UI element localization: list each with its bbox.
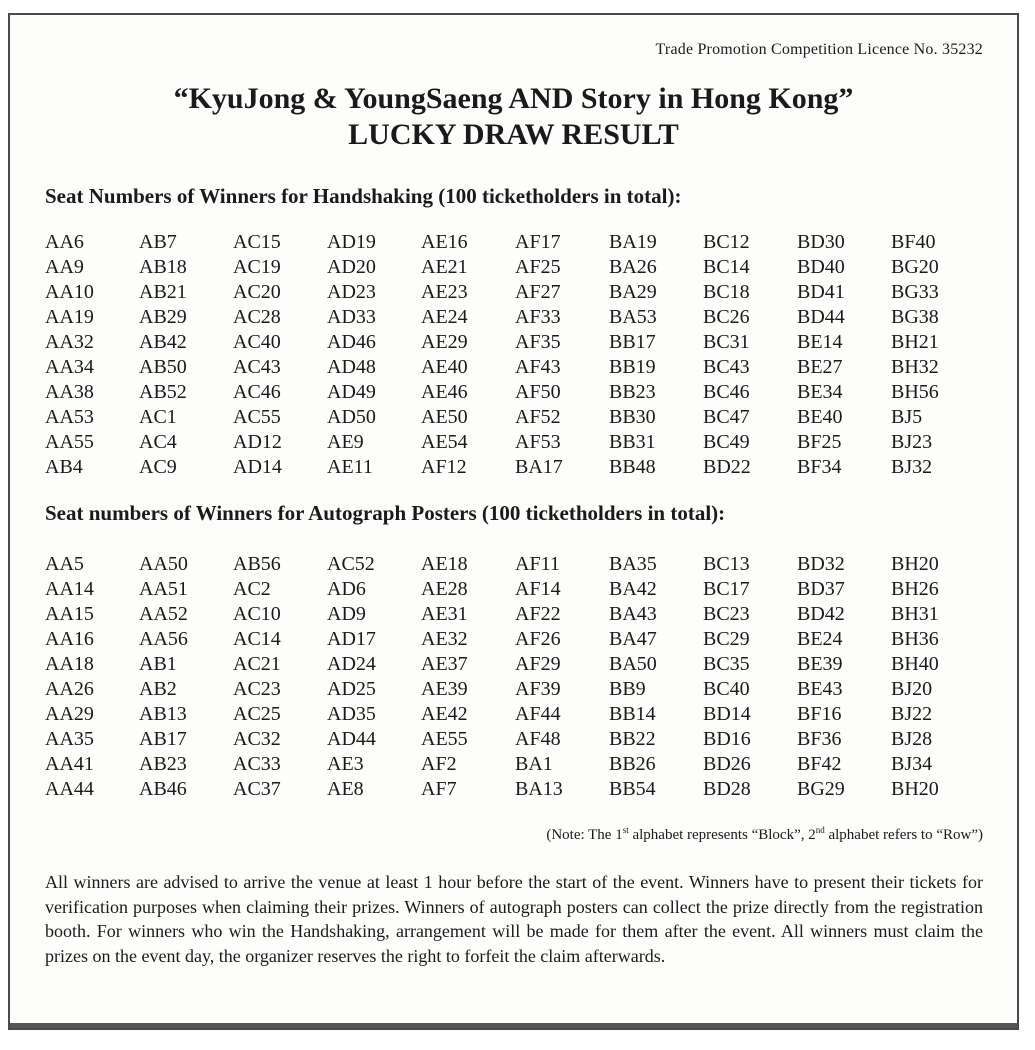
handshaking-seat-number: AD46 (327, 331, 376, 353)
handshaking-seat-number: AB42 (139, 331, 187, 353)
autograph-seat-number: BA42 (609, 578, 657, 600)
autograph-seat-number: BA43 (609, 603, 657, 625)
handshaking-seat-number: AC4 (139, 431, 177, 453)
autograph-seat-number: AB2 (139, 678, 177, 700)
note-text: (Note: The 1 (546, 827, 623, 843)
autograph-seat-number: BE39 (797, 653, 843, 675)
autograph-seat-number: AD24 (327, 653, 376, 675)
autograph-seat-number: AE39 (421, 678, 468, 700)
autograph-seat-number: AD44 (327, 728, 376, 750)
autograph-seat-number: BC13 (703, 553, 750, 575)
handshaking-seat-number: BE27 (797, 356, 843, 378)
autograph-seat-number: BJ22 (891, 703, 933, 725)
handshaking-seat-number: AB4 (45, 456, 83, 478)
handshaking-seat-number: AF53 (515, 431, 561, 453)
autograph-seat-number: BA47 (609, 628, 657, 650)
autograph-seat-number: BD28 (703, 778, 751, 800)
winner-instructions: All winners are advised to arrive the venue at least 1 hour before the start of the event. Winners have to present their tickets for verification purposes when claiming their prizes. Winners of autograph posters can collect the prize directly from the registration booth. For winners who win the Handshaking, arrangement will be made for them after the event. All winners must claim the prizes on the event day, the organizer reserves the right to forfeit the claim afterwards. (45, 872, 983, 966)
autograph-seat-number: BE24 (797, 628, 843, 650)
handshaking-seat-number: BC26 (703, 306, 750, 328)
handshaking-seat-number: BE14 (797, 331, 843, 353)
handshaking-seat-number: BF25 (797, 431, 842, 453)
autograph-seat-number: AC32 (233, 728, 281, 750)
autograph-seat-number: AC23 (233, 678, 281, 700)
handshaking-seat-number: BB19 (609, 356, 656, 378)
handshaking-seat-number: AA6 (45, 231, 84, 253)
handshaking-seat-number: AA19 (45, 306, 94, 328)
autograph-seat-number: BD42 (797, 603, 845, 625)
autograph-seat-number: BC29 (703, 628, 750, 650)
licence-number: Trade Promotion Competition Licence No. 35232 (655, 41, 983, 58)
autograph-seat-number: BF42 (797, 753, 842, 775)
handshaking-seat-number: BB23 (609, 381, 656, 403)
autograph-seat-number: AE8 (327, 778, 364, 800)
autograph-seat-number: BA50 (609, 653, 657, 675)
handshaking-seat-number: BJ32 (891, 456, 933, 478)
handshaking-seat-number: AE46 (421, 381, 468, 403)
handshaking-seat-number: BD40 (797, 256, 845, 278)
autograph-seat-number: AF29 (515, 653, 561, 675)
handshaking-seat-number: BD22 (703, 456, 751, 478)
handshaking-seat-number: BC18 (703, 281, 750, 303)
handshaking-seat-number: BE40 (797, 406, 843, 428)
autograph-seat-number: AE37 (421, 653, 468, 675)
autograph-seat-number: AC52 (327, 553, 375, 575)
handshaking-seat-number: BA19 (609, 231, 657, 253)
autograph-seat-number: AF7 (421, 778, 457, 800)
handshaking-seat-number: BB31 (609, 431, 656, 453)
handshaking-seat-number: AC15 (233, 231, 281, 253)
autograph-seat-number: BC17 (703, 578, 750, 600)
autograph-seat-number: BJ34 (891, 753, 933, 775)
autograph-seat-number: BA1 (515, 753, 553, 775)
autograph-seat-number: BA13 (515, 778, 563, 800)
autograph-seat-number: BB14 (609, 703, 656, 725)
autograph-seat-number: AB56 (233, 553, 281, 575)
autograph-seat-number: AD35 (327, 703, 376, 725)
handshaking-seat-number: AA38 (45, 381, 94, 403)
autograph-seat-number: BA35 (609, 553, 657, 575)
handshaking-seat-number: AF33 (515, 306, 561, 328)
handshaking-seat-number: AB18 (139, 256, 187, 278)
handshaking-seat-number: AD23 (327, 281, 376, 303)
handshaking-seat-number: BD41 (797, 281, 845, 303)
handshaking-seat-number: BF40 (891, 231, 936, 253)
autograph-seat-number: AD9 (327, 603, 366, 625)
handshaking-seat-number: AE29 (421, 331, 468, 353)
autograph-seat-number: AC21 (233, 653, 281, 675)
autograph-seat-number: AE31 (421, 603, 468, 625)
note-text: alphabet refers to “Row”) (824, 827, 983, 843)
note-superscript: st (622, 825, 629, 835)
autograph-seat-number: AF39 (515, 678, 561, 700)
autograph-seat-number: BB22 (609, 728, 656, 750)
handshaking-seat-number: AF50 (515, 381, 561, 403)
handshaking-seat-number: AF12 (421, 456, 467, 478)
autograph-seat-number: BD26 (703, 753, 751, 775)
handshaking-seat-number: AE11 (327, 456, 373, 478)
handshaking-seat-number: AB52 (139, 381, 187, 403)
autograph-seat-number: BB26 (609, 753, 656, 775)
handshaking-seat-number: BC14 (703, 256, 750, 278)
autograph-seat-number: BC35 (703, 653, 750, 675)
handshaking-seat-number: AA9 (45, 256, 84, 278)
handshaking-seat-number: AD49 (327, 381, 376, 403)
note-superscript: nd (815, 825, 825, 835)
autograph-seat-number: AB1 (139, 653, 177, 675)
handshaking-seat-number: BC49 (703, 431, 750, 453)
handshaking-seat-number: AA53 (45, 406, 94, 428)
handshaking-seat-number: AA32 (45, 331, 94, 353)
autograph-seat-number: BB54 (609, 778, 656, 800)
handshaking-seat-number: AC9 (139, 456, 177, 478)
title-event: “KyuJong & YoungSaeng AND Story in Hong Kong” (173, 82, 854, 115)
autograph-seat-number: AE18 (421, 553, 468, 575)
autograph-seat-number: AB23 (139, 753, 187, 775)
autograph-seat-number: AD6 (327, 578, 366, 600)
autograph-seat-number: AA56 (139, 628, 188, 650)
autograph-seat-number: AA5 (45, 553, 84, 575)
handshaking-seat-number: AC19 (233, 256, 281, 278)
autograph-seat-number: AC33 (233, 753, 281, 775)
handshaking-seat-number: BD30 (797, 231, 845, 253)
autograph-seat-number: AA14 (45, 578, 94, 600)
autograph-seat-number: AF2 (421, 753, 457, 775)
autograph-seat-number: AE32 (421, 628, 468, 650)
handshaking-seat-number: BC47 (703, 406, 750, 428)
handshaking-seat-number: AA34 (45, 356, 94, 378)
autograph-seat-number: BH20 (891, 553, 939, 575)
autograph-seat-number: BD16 (703, 728, 751, 750)
autograph-seat-number: AA51 (139, 578, 188, 600)
autograph-seat-number: AA29 (45, 703, 94, 725)
handshaking-seat-number: AC1 (139, 406, 177, 428)
handshaking-seat-number: AA55 (45, 431, 94, 453)
autograph-seat-number: AA44 (45, 778, 94, 800)
handshaking-seat-number: BJ23 (891, 431, 933, 453)
autograph-seat-number: AE42 (421, 703, 468, 725)
handshaking-seat-number: BC43 (703, 356, 750, 378)
handshaking-seat-number: BB30 (609, 406, 656, 428)
autograph-seat-number: BB9 (609, 678, 646, 700)
handshaking-seat-number: BD44 (797, 306, 845, 328)
handshaking-seat-number: BC46 (703, 381, 750, 403)
autograph-seat-number: BD32 (797, 553, 845, 575)
handshaking-seat-number: BG20 (891, 256, 939, 278)
autograph-seat-number: BF16 (797, 703, 842, 725)
handshaking-seat-number: AE23 (421, 281, 468, 303)
autograph-seat-number: AC10 (233, 603, 281, 625)
autograph-seat-number: AA26 (45, 678, 94, 700)
title-result: LUCKY DRAW RESULT (348, 118, 679, 151)
autograph-seat-number: AB17 (139, 728, 187, 750)
autograph-seat-number: BF36 (797, 728, 842, 750)
handshaking-seat-number: AC46 (233, 381, 281, 403)
handshaking-seat-number: BH21 (891, 331, 939, 353)
handshaking-seat-number: AD14 (233, 456, 282, 478)
autograph-seat-number: BC40 (703, 678, 750, 700)
autograph-seat-number: AA50 (139, 553, 188, 575)
handshaking-seat-number: AC20 (233, 281, 281, 303)
handshaking-seat-number: AE50 (421, 406, 468, 428)
handshaking-seat-number: BA17 (515, 456, 563, 478)
handshaking-seat-number: BC31 (703, 331, 750, 353)
handshaking-seat-number: BB48 (609, 456, 656, 478)
handshaking-seat-number: AD50 (327, 406, 376, 428)
lucky-draw-notice (8, 13, 1019, 1030)
autograph-seat-number: AF44 (515, 703, 561, 725)
autograph-seat-number: AC14 (233, 628, 281, 650)
autograph-seat-number: AA18 (45, 653, 94, 675)
handshaking-seat-number: AF43 (515, 356, 561, 378)
handshaking-seat-number: AC55 (233, 406, 281, 428)
seat-code-note (546, 825, 983, 844)
autograph-seat-number: AF26 (515, 628, 561, 650)
autograph-seat-number: BC23 (703, 603, 750, 625)
autograph-seat-number: AE55 (421, 728, 468, 750)
autograph-seat-number: AC37 (233, 778, 281, 800)
autograph-seat-number: BD14 (703, 703, 751, 725)
handshaking-seat-number: AB29 (139, 306, 187, 328)
handshaking-seat-number: BJ5 (891, 406, 923, 428)
autograph-seat-number: AC2 (233, 578, 271, 600)
handshaking-seat-number: AF52 (515, 406, 561, 428)
handshaking-seat-number: AC43 (233, 356, 281, 378)
autograph-seat-number: AF14 (515, 578, 561, 600)
autograph-seat-number: AA35 (45, 728, 94, 750)
handshaking-seat-number: AF17 (515, 231, 561, 253)
handshaking-seat-number: AE9 (327, 431, 364, 453)
handshaking-seat-number: AE24 (421, 306, 468, 328)
handshaking-seat-number: AE16 (421, 231, 468, 253)
autograph-seat-number: BH36 (891, 628, 939, 650)
autograph-seat-number: AE28 (421, 578, 468, 600)
handshaking-seat-number: AF35 (515, 331, 561, 353)
autograph-seat-number: AB13 (139, 703, 187, 725)
handshaking-seat-number: AF25 (515, 256, 561, 278)
handshaking-seat-number: AC40 (233, 331, 281, 353)
autograph-seat-number: AF11 (515, 553, 560, 575)
handshaking-seat-number: AB21 (139, 281, 187, 303)
autograph-seat-number: AA16 (45, 628, 94, 650)
handshaking-seat-number: AB50 (139, 356, 187, 378)
handshaking-seat-number: AC28 (233, 306, 281, 328)
handshaking-seat-number: AE54 (421, 431, 468, 453)
autograph-seat-number: AD17 (327, 628, 376, 650)
handshaking-seat-number: BF34 (797, 456, 842, 478)
autograph-heading: Seat numbers of Winners for Autograph Posters (100 ticketholders in total): (45, 501, 726, 525)
autograph-seat-number: AA15 (45, 603, 94, 625)
handshaking-seat-number: BA26 (609, 256, 657, 278)
autograph-seat-number: AA41 (45, 753, 94, 775)
handshaking-seat-number: BC12 (703, 231, 750, 253)
autograph-seat-grid (45, 552, 1005, 802)
autograph-seat-number: AD25 (327, 678, 376, 700)
autograph-seat-number: BG29 (797, 778, 845, 800)
autograph-seat-number: BH26 (891, 578, 939, 600)
autograph-seat-number: BJ20 (891, 678, 933, 700)
handshaking-seat-number: AE40 (421, 356, 468, 378)
handshaking-seat-number: BE34 (797, 381, 843, 403)
handshaking-seat-number: AD12 (233, 431, 282, 453)
autograph-seat-number: BH40 (891, 653, 939, 675)
autograph-seat-number: AE3 (327, 753, 364, 775)
autograph-seat-number: BD37 (797, 578, 845, 600)
note-text: alphabet represents “Block”, 2 (628, 827, 816, 843)
handshaking-seat-number: BH56 (891, 381, 939, 403)
handshaking-seat-number: AD33 (327, 306, 376, 328)
page-title (10, 81, 1017, 153)
handshaking-seat-number: AD20 (327, 256, 376, 278)
autograph-seat-number: BJ28 (891, 728, 933, 750)
autograph-seat-number: BE43 (797, 678, 843, 700)
handshaking-seat-number: AE21 (421, 256, 468, 278)
handshaking-seat-number: BH32 (891, 356, 939, 378)
autograph-seat-number: BH31 (891, 603, 939, 625)
handshaking-seat-number: AD48 (327, 356, 376, 378)
handshaking-seat-number: AF27 (515, 281, 561, 303)
handshaking-seat-number: AB7 (139, 231, 177, 253)
handshaking-seat-number: BA29 (609, 281, 657, 303)
autograph-seat-number: AC25 (233, 703, 281, 725)
handshaking-seat-number: BG38 (891, 306, 939, 328)
handshaking-seat-grid (45, 230, 1005, 480)
autograph-seat-number: AF48 (515, 728, 561, 750)
handshaking-seat-number: AD19 (327, 231, 376, 253)
handshaking-seat-number: BG33 (891, 281, 939, 303)
handshaking-seat-number: BA53 (609, 306, 657, 328)
autograph-seat-number: AF22 (515, 603, 561, 625)
autograph-seat-number: AA52 (139, 603, 188, 625)
autograph-seat-number: BH20 (891, 778, 939, 800)
handshaking-seat-number: BB17 (609, 331, 656, 353)
handshaking-seat-number: AA10 (45, 281, 94, 303)
handshaking-heading: Seat Numbers of Winners for Handshaking (100 ticketholders in total): (45, 184, 682, 208)
autograph-seat-number: AB46 (139, 778, 187, 800)
